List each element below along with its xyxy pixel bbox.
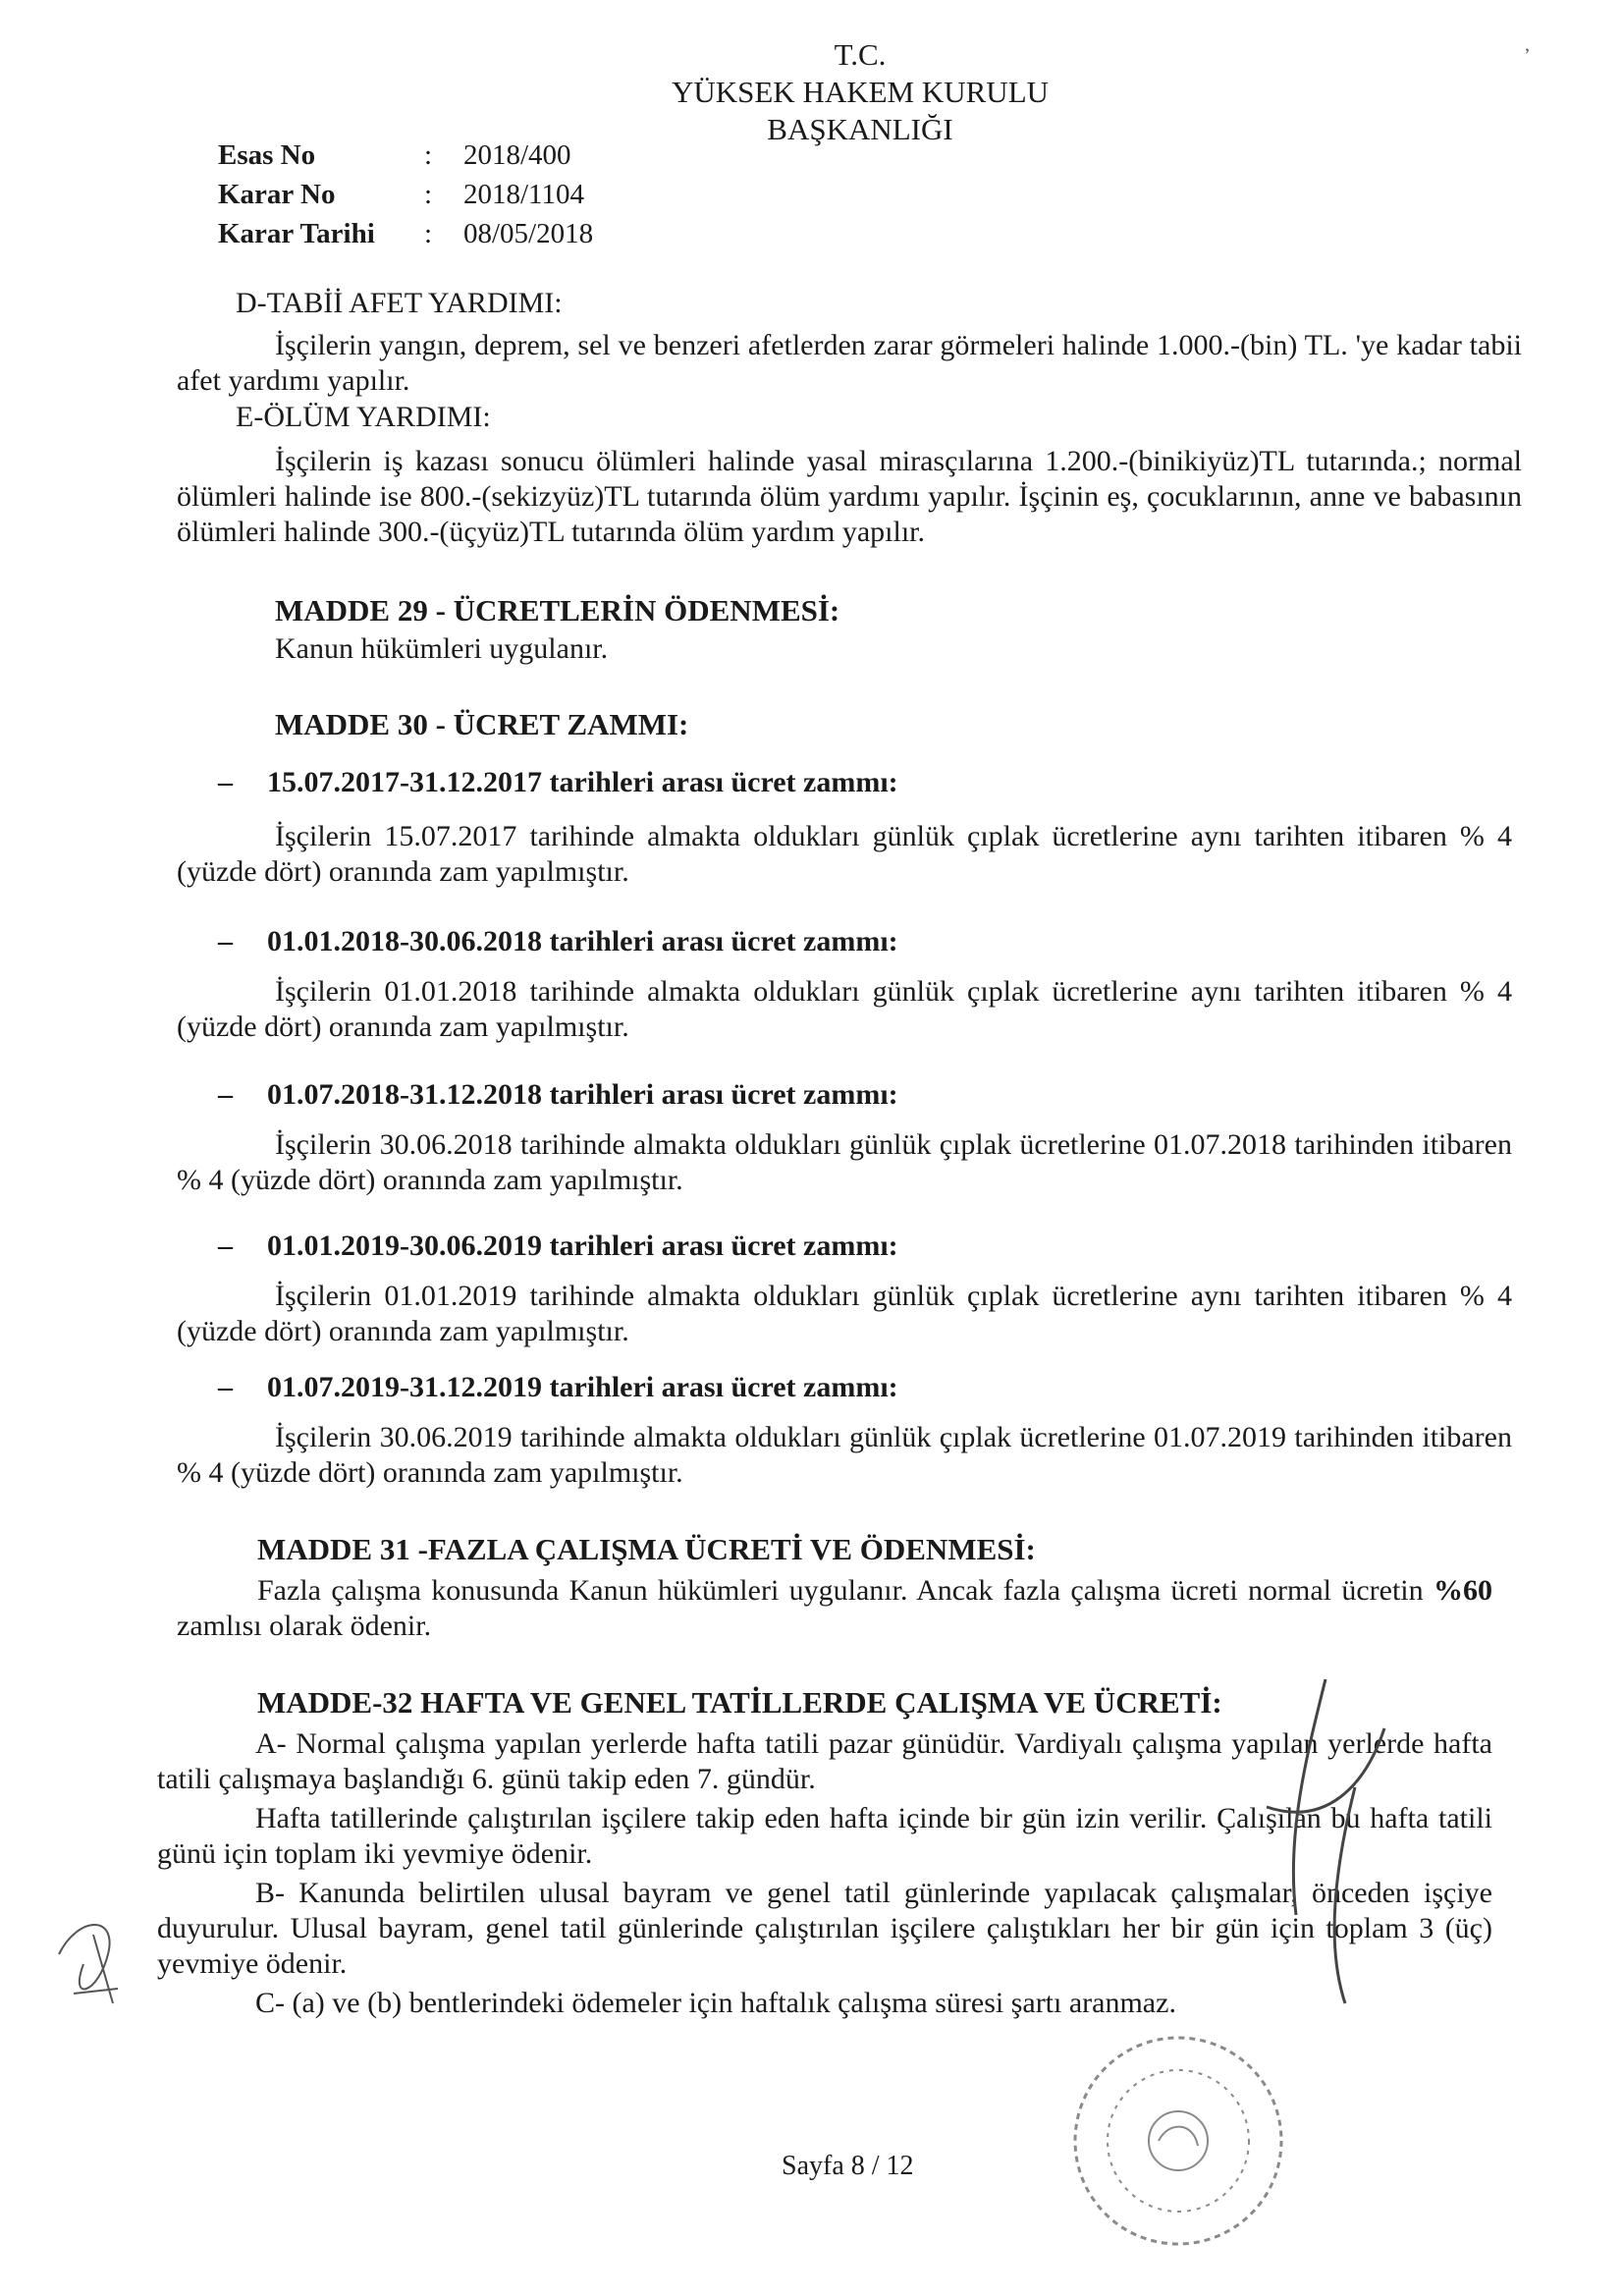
handwritten-initials-mark bbox=[39, 1895, 147, 2023]
madde-31-text bbox=[177, 1573, 1492, 1644]
raise-item-text: İşçilerin 01.01.2019 tarihinde almakta oldukları günlük çıplak ücretlerine aynı tarihten itibaren % 4 (yüzde dört) oranında zam yapılmıştır. bbox=[177, 1280, 1512, 1347]
madde-32-para-a2: Hafta tatillerinde çalıştırılan işçilere takip eden hafta içinde bir gün izin verilir. Çalışılan bu hafta tatili günü için toplam iki yevmiye ödenir. bbox=[157, 1802, 1492, 1870]
page-number: Sayfa 8 / 12 bbox=[782, 2151, 914, 2181]
raise-period-label: 01.07.2019-31.12.2019 tarihleri arası ücret zammı: bbox=[267, 1371, 898, 1403]
raise-item-text: İşçilerin 30.06.2018 tarihinde almakta oldukları günlük çıplak ücretlerine 01.07.2018 tarihinden itibaren % 4 (yüzde dört) oranında zam yapılmıştır. bbox=[177, 1128, 1512, 1196]
meta-row-karar bbox=[218, 175, 593, 214]
meta-value: 08/05/2018 bbox=[463, 218, 594, 249]
dash-bullet: – bbox=[218, 925, 233, 957]
raise-period-label: 01.07.2018-31.12.2018 tarihleri arası ücret zammı: bbox=[267, 1078, 898, 1111]
madde-32-title: MADDE-32 HAFTA VE GENEL TATİLLERDE ÇALIŞMA VE ÜCRETİ: bbox=[257, 1685, 1222, 1720]
meta-sep: : bbox=[424, 218, 433, 249]
raise-period-label: 15.07.2017-31.12.2017 tarihleri arası ücret zammı: bbox=[267, 766, 898, 798]
dash-bullet: – bbox=[218, 1371, 233, 1403]
section-e-text: İşçilerin iş kazası sonucu ölümleri halinde yasal mirasçılarına 1.200.-(binikiyüz)TL tutarında.; normal ölümleri halinde ise 800.-(sekizyüz)TL tutarında ölüm yardımı yapılır. İşçinin eş, çocuklarının, anne ve babasının ölümleri halinde 300.-(üçyüz)TL tutarında ölüm yardım yapılır. bbox=[177, 445, 1522, 548]
raise-item-text: İşçilerin 01.01.2018 tarihinde almakta oldukları günlük çıplak ücretlerine aynı tarihten itibaren % 4 (yüzde dört) oranında zam yapılmıştır. bbox=[177, 975, 1512, 1043]
meta-sep: : bbox=[424, 179, 433, 210]
madde-31-text-end: zamlısı olarak ödenir. bbox=[177, 1610, 432, 1642]
raise-item-text: İşçilerin 30.06.2019 tarihinde almakta oldukları günlük çıplak ücretlerine 01.07.2019 tarihinden itibaren % 4 (yüzde dört) oranında zam yapılmıştır. bbox=[177, 1421, 1512, 1489]
raise-period-label: 01.01.2019-30.06.2019 tarihleri arası ücret zammı: bbox=[267, 1230, 898, 1262]
madde-32-para-b: B- Kanunda belirtilen ulusal bayram ve genel tatil günlerinde yapılacak çalışmalar, önceden işçiye duyurulur. Ulusal bayram, genel tatil günlerinde çalıştırılan işçilere çalıştıkları her bir gün için toplam 3 (üç) yevmiye ödenir. bbox=[157, 1877, 1492, 1980]
meta-sep: : bbox=[424, 139, 433, 171]
raise-item-text: İşçilerin 15.07.2017 tarihinde almakta oldukları günlük çıplak ücretlerine aynı tarihten itibaren % 4 (yüzde dört) oranında zam yapılmıştır. bbox=[177, 820, 1512, 888]
overtime-rate: %60 bbox=[1434, 1574, 1492, 1607]
meta-row-esas bbox=[218, 136, 593, 175]
header-tc: T.C. bbox=[834, 37, 887, 72]
raise-item-title bbox=[218, 925, 898, 958]
raise-item-title bbox=[218, 766, 898, 799]
raise-item-title bbox=[218, 1230, 898, 1263]
meta-value: 2018/400 bbox=[463, 139, 571, 171]
corner-mark: ʼ bbox=[1524, 45, 1531, 67]
madde-29-text: Kanun hükümleri uygulanır. bbox=[275, 632, 609, 665]
raise-item-title bbox=[218, 1078, 898, 1112]
raise-item-title bbox=[218, 1371, 898, 1404]
official-seal-stamp bbox=[1051, 2023, 1306, 2259]
madde-30-title: MADDE 30 - ÜCRET ZAMMI: bbox=[275, 707, 689, 741]
meta-label: Karar No bbox=[218, 179, 336, 210]
meta-value: 2018/1104 bbox=[463, 179, 584, 210]
header-institution: YÜKSEK HAKEM KURULU bbox=[671, 75, 1050, 109]
madde-31-title: MADDE 31 -FAZLA ÇALIŞMA ÜCRETİ VE ÖDENMESİ: bbox=[257, 1532, 1036, 1566]
handwritten-signature-mark bbox=[1227, 1669, 1404, 2023]
section-e-title: E-ÖLÜM YARDIMI: bbox=[236, 401, 491, 433]
madde-31-text-start: Fazla çalışma konusunda Kanun hükümleri uygulanır. Ancak fazla çalışma ücreti normal ücretin bbox=[257, 1574, 1434, 1607]
section-d-title: D-TABİİ AFET YARDIMI: bbox=[236, 287, 563, 319]
section-d-text: İşçilerin yangın, deprem, sel ve benzeri afetlerden zarar görmeleri halinde 1.000.-(bin) TL. 'ye kadar tabii afet yardımı yapılır. bbox=[177, 329, 1522, 397]
raise-period-label: 01.01.2018-30.06.2018 tarihleri arası ücret zammı: bbox=[267, 925, 898, 957]
dash-bullet: – bbox=[218, 1230, 233, 1262]
header-department: BAŞKANLIĞI bbox=[767, 112, 953, 146]
dash-bullet: – bbox=[218, 766, 233, 798]
case-meta bbox=[218, 136, 593, 253]
meta-label: Esas No bbox=[218, 139, 316, 171]
dash-bullet: – bbox=[218, 1078, 233, 1111]
madde-32-para-c: C- (a) ve (b) bentlerindeki ödemeler için haftalık çalışma süresi şartı aranmaz. bbox=[255, 1987, 1176, 2019]
madde-29-title: MADDE 29 - ÜCRETLERİN ÖDENMESİ: bbox=[275, 593, 840, 628]
madde-32-para-a: A- Normal çalışma yapılan yerlerde hafta tatili pazar günüdür. Vardiyalı çalışma yapılan yerlerde hafta tatili çalışmaya başlandığı 6. günü takip eden 7. gündür. bbox=[157, 1727, 1492, 1795]
meta-label: Karar Tarihi bbox=[218, 218, 375, 249]
meta-row-tarih bbox=[218, 214, 593, 253]
